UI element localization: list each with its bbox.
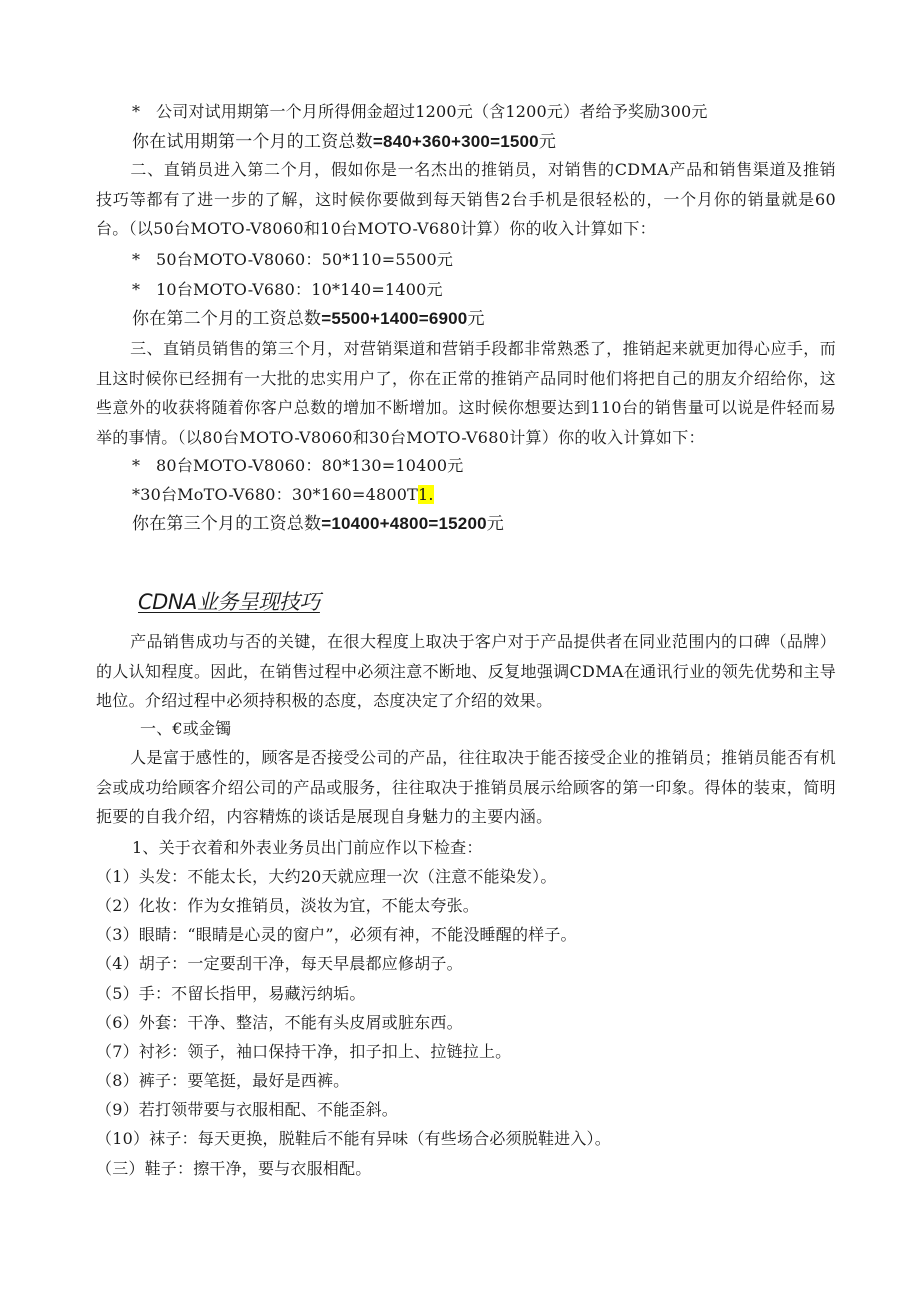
month1-total — [132, 131, 556, 153]
month3-item-2-text: *30台MoTO-V680：30*160=4800T — [132, 485, 418, 504]
month1-total-formula: =840+360+300=1500 — [372, 132, 539, 151]
checklist-item: （4）胡子：一定要刮干净，每天早晨都应修胡子。 — [96, 954, 463, 973]
checklist-item: （3）眼睛：“眼睛是心灵的窗户”，必须有神，不能没睡醒的样子。 — [96, 925, 577, 944]
checklist-item: （8）裤子：要笔挺，最好是西裤。 — [96, 1071, 350, 1090]
checklist-item: （9）若打领带要与衣服相配、不能歪斜。 — [96, 1100, 398, 1119]
month3-paragraph: 三、直销员销售的第三个月，对营销渠道和营销手段都非常熟悉了，推销起来就更加得心应手，而且这时候你已经拥有一大批的忠实用户了，你在正常的推销产品同时他们将把自己的朋友介绍给你，这些意外的收获将随着你客户总数的增加不断增加。这时候你想要达到110台的销售量可以说是件轻而易举的事情。（以80台MOTO-V8060和30台MOTO-V680计算）你的收入计算如下： — [96, 339, 836, 447]
section-heading: CDNA业务呈现技巧 — [138, 590, 320, 614]
month3-item-1: * 80台MOTO-V8060：80*130=10400元 — [132, 456, 464, 475]
checklist-title: 1、关于衣着和外表业务员出门前应作以下检查： — [132, 838, 483, 857]
checklist-item: （7）衬衫：领子，袖口保持干净，扣子扣上、拉链拉上。 — [96, 1042, 512, 1061]
checklist-item: （三）鞋子：擦干净，要与衣服相配。 — [96, 1159, 372, 1178]
month3-total — [132, 513, 504, 535]
checklist-item: （6）外套：干净、整洁，不能有头皮屑或脏东西。 — [96, 1013, 463, 1032]
checklist-item: （2）化妆：作为女推销员，淡妆为宜，不能太夸张。 — [96, 896, 479, 915]
month1-total-label: 你在试用期第一个月的工资总数 — [132, 132, 373, 152]
highlight-mark: 1. — [417, 485, 434, 504]
checklist-item: （5）手：不留长指甲，易藏污纳垢。 — [96, 984, 366, 1003]
month3-total-formula: =10400+4800=15200 — [321, 514, 487, 533]
month2-item-1: * 50台MOTO-V8060：50*110=5500元 — [132, 250, 454, 269]
month2-paragraph: 二、直销员进入第二个月，假如你是一名杰出的推销员，对销售的CDMA产品和销售渠道及推销技巧等都有了进一步的了解，这时候你要做到每天销售2台手机是很轻松的，一个月你的销量就是60台。（以50台MOTO-V8060和10台MOTO-V680计算）你的收入计算如下： — [96, 160, 836, 238]
bonus-rule: * 公司对试用期第一个月所得佣金超过1200元（含1200元）者给予奖励300元 — [132, 102, 708, 121]
month2-total-label: 你在第二个月的工资总数 — [132, 309, 322, 329]
month2-total — [132, 308, 485, 330]
month2-item-2: * 10台MOTO-V680：10*140=1400元 — [132, 280, 443, 299]
first-impression-paragraph: 人是富于感性的，顾客是否接受公司的产品，往往取决于能否接受企业的推销员；推销员能否有机会或成功给顾客介绍公司的产品或服务，往往取决于推销员展示给顾客的第一印象。得体的装束，简明扼要的自我介绍，内容精炼的谈话是展现自身魅力的主要内涵。 — [96, 748, 836, 826]
checklist-item: （10）袜子：每天更换，脱鞋后不能有异味（有些场合必须脱鞋进入）。 — [96, 1129, 611, 1148]
checklist-item: （1）头发：不能太长，大约20天就应理一次（注意不能染发）。 — [96, 867, 557, 886]
month3-total-label: 你在第三个月的工资总数 — [132, 514, 322, 534]
intro-paragraph: 产品销售成功与否的关键，在很大程度上取决于客户对于产品提供者在同业范围内的口碑（品牌）的人认知程度。因此，在销售过程中必须注意不断地、反复地强调CDMA在通讯行业的领先优势和主导地位。介绍过程中必须持积极的态度，态度决定了介绍的效果。 — [96, 632, 836, 710]
month3-total-unit: 元 — [486, 514, 504, 534]
month3-item-2 — [132, 484, 434, 506]
subheading: 一、€或金镯 — [140, 719, 232, 738]
month2-total-unit: 元 — [467, 309, 485, 329]
month1-total-unit: 元 — [538, 132, 557, 152]
month2-total-formula: =5500+1400=6900 — [321, 309, 468, 328]
